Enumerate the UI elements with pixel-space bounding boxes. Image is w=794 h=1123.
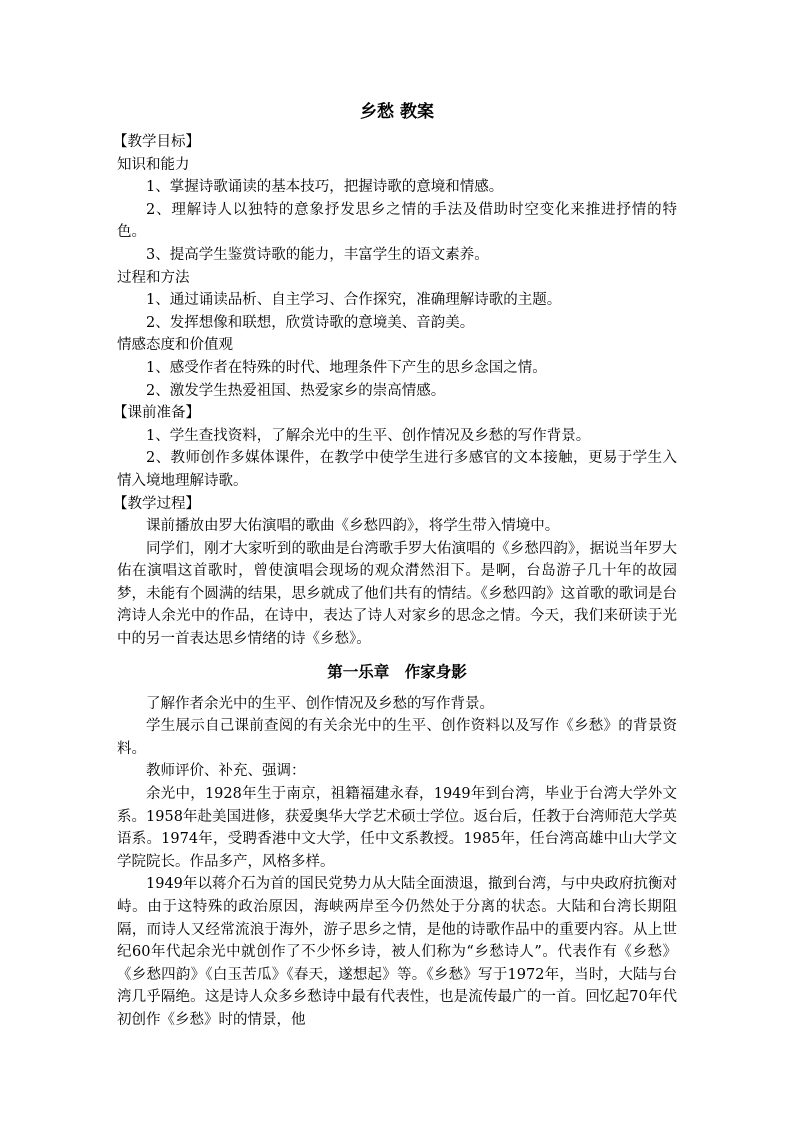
document-page [113,100,677,1032]
paragraph: 3、提高学生鉴赏诗歌的能力，丰富学生的语文素养。 [146,246,489,263]
paragraph: 同学们，刚才大家听到的歌曲是台湾歌手罗大佑演唱的《乡愁四韵》，据说当年罗大佑在演唱这首歌时，曾使演唱会现场的观众潸然泪下。是啊，台岛游子几十年的故园梦，未能有个圆满的结果，思乡就成了他们共有的情结。《乡愁四韵》这首歌的歌词是台湾诗人余光中的作品，在诗中，表达了诗人对家乡的思念之情。今天，我们来研读于光中的另一首表达思乡情绪的诗《乡愁》。 [117,540,677,648]
paragraph: 1、感受作者在特殊的时代、地理条件下产生的思乡念国之情。 [146,359,547,376]
subheading-emotion-values: 情感态度和价值观 [117,337,233,354]
section-heading-process: 【教学过程】 [113,495,200,512]
paragraph: 2、理解诗人以独特的意象抒发思乡之情的手法及借助时空变化来推进抒情的特色。 [117,201,677,241]
paragraph: 1、掌握诗歌诵读的基本技巧，把握诗歌的意境和情感。 [146,179,504,196]
subheading-process-method: 过程和方法 [117,269,190,286]
section-heading-objectives: 【教学目标】 [113,134,200,150]
section-heading-preparation: 【课前准备】 [113,405,200,422]
paragraph: 2、激发学生热爱祖国、热爱家乡的崇高情感。 [146,382,446,399]
paragraph: 1、通过诵读品析、自主学习、合作探究，准确理解诗歌的主题。 [146,292,562,309]
paragraph: 2、发挥想像和联想，欣赏诗歌的意境美、音韵美。 [146,314,475,331]
paragraph: 2、教师创作多媒体课件，在教学中使学生进行多感官的文本接触，更易于学生入情入境地理解诗歌。 [117,450,677,489]
paragraph: 余光中，1928年生于南京，祖籍福建永春，1949年到台湾，毕业于台湾大学外文系。1958年赴美国进修，获爱奥华大学艺术硕士学位。返台后，任教于台湾师范大学英语系。1974年，受聘香港中文大学，任中文系教授。1985年，任台湾高雄中山大学文学院院长。作品多产，风格多样。 [117,786,677,870]
subheading-knowledge-ability: 知识和能力 [117,156,190,173]
paragraph: 了解作者余光中的生平、创作情况及乡愁的写作背景。 [146,695,494,712]
document-title: 乡愁 教案 [360,102,434,122]
paragraph: 教师评价、补充、强调： [146,763,306,780]
chapter-title: 第一乐章 作家身影 [327,661,467,681]
paragraph: 课前播放由罗大佑演唱的歌曲《乡愁四韵》，将学生带入情境中。 [146,518,560,535]
paragraph: 1949年以蒋介石为首的国民党势力从大陆全面溃退，撤到台湾，与中央政府抗衡对峙。由于这特殊的政治原因，海峡两岸至今仍然处于分离的状态。大陆和台湾长期阻隔，而诗人又经常流浪于海外，游子思乡之情，是他的诗歌作品中的重要内容。从上世纪60年代起余光中就创作了不少怀乡诗，被人们称为“乡愁诗人”。代表作有《乡愁》《乡愁四韵》《白玉苦瓜》《春天，遂想起》等。《乡愁》写于1972年，当时，大陆与台湾几乎隔绝。这是诗人众多乡愁诗中最有代表性，也是流传最广的一首。回忆起70年代初创作《乡愁》时的情景，他 [117,876,677,1028]
paragraph: 1、学生查找资料，了解余光中的生平、创作情况及乡愁的写作背景。 [146,427,591,444]
paragraph: 学生展示自己课前查阅的有关余光中的生平、创作资料以及写作《乡愁》的背景资料。 [117,718,677,757]
